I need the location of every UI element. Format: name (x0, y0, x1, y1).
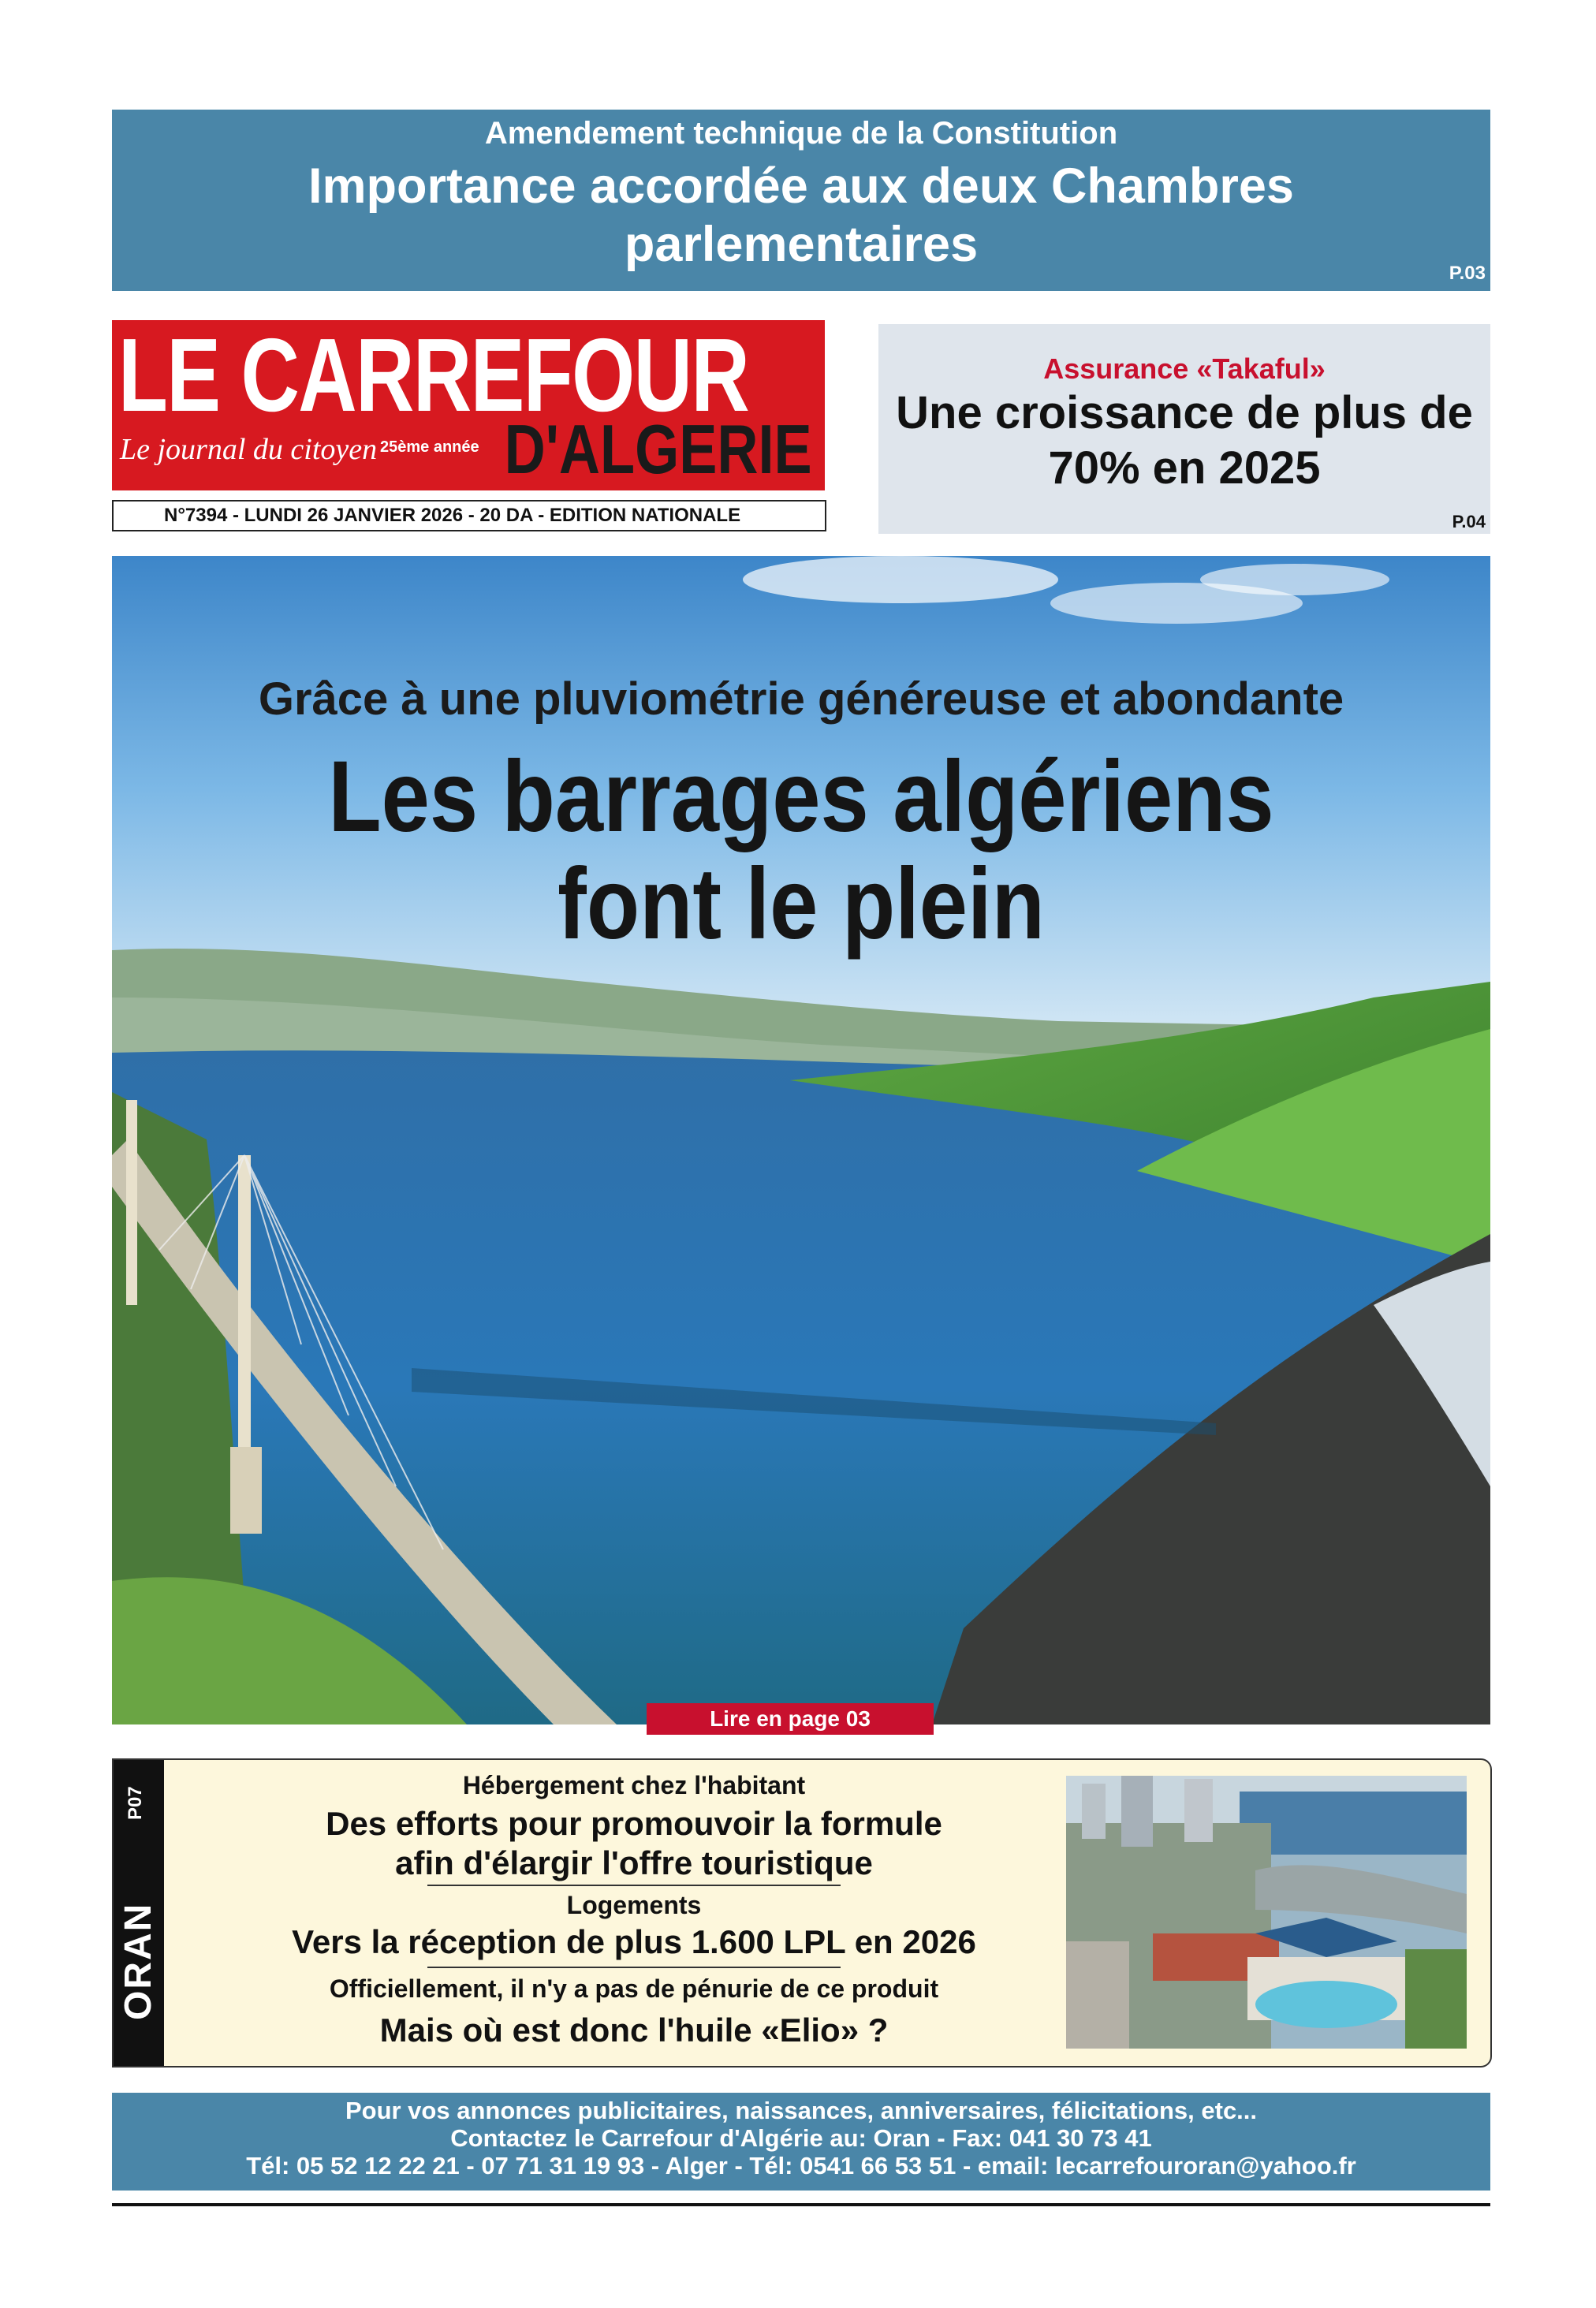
oran-story1-kicker: Hébergement chez l'habitant (462, 1771, 806, 1799)
main-story-kicker: Grâce à une pluviométrie généreuse et abondante (258, 673, 1344, 725)
oran-story1-line2[interactable]: afin d'élargir l'offre touristique (395, 1844, 873, 1881)
dam-landscape-illustration (112, 556, 1490, 1724)
oran-story3-kicker: Officiellement, il n'y a pas de pénurie de ce produit (329, 1974, 939, 2003)
oran-section-label: ORAN (117, 1902, 159, 2020)
oran-story1-line1[interactable]: Des efforts pour promouvoir la formule (326, 1805, 942, 1842)
masthead-name: LE CARREFOUR (118, 320, 749, 433)
assurance-page-ref: P.04 (1452, 512, 1486, 531)
edition-info: N°7394 - LUNDI 26 JANVIER 2026 - 20 DA - EDITION NATIONALE (112, 500, 826, 531)
top-banner-headline: Importance accordée aux deux Chambres parlementaires (308, 158, 1294, 272)
footer-line2: Contactez le Carrefour d'Algérie au: Oran - Fax: 041 30 73 41 (450, 2124, 1152, 2152)
oran-city-photo (1066, 1776, 1467, 2049)
oran-aerial-illustration (1066, 1776, 1467, 2049)
masthead-year: 25ème année (380, 438, 479, 456)
read-more-link[interactable]: Lire en page 03 (647, 1703, 934, 1735)
footer-line3: Tél: 05 52 12 22 21 - 07 71 31 19 93 - Alger - Tél: 0541 66 53 51 - email: lecarrefouroran@yahoo.fr (246, 2152, 1356, 2179)
footer-line1: Pour vos annonces publicitaires, naissances, anniversaires, félicitations, etc... (345, 2097, 1258, 2124)
masthead-logo (112, 320, 825, 490)
main-story-headline-line2: font le plein (557, 848, 1045, 960)
oran-divider (427, 1885, 841, 1886)
oran-story3-headline[interactable]: Mais où est donc l'huile «Elio» ? (379, 2012, 889, 2049)
assurance-kicker: Assurance «Takaful» (1043, 352, 1326, 385)
oran-section-box (112, 1758, 1492, 2068)
top-banner-page-ref: P.03 (1449, 263, 1486, 284)
assurance-headline: Une croissance de plus de 70% en 2025 (896, 387, 1473, 494)
main-story-photo[interactable] (112, 556, 1490, 1724)
top-banner[interactable] (112, 110, 1490, 291)
oran-side-bar (114, 1760, 164, 2066)
oran-story2-kicker: Logements (566, 1891, 702, 1919)
top-banner-kicker: Amendement technique de la Constitution (484, 116, 1118, 151)
footer-ad-contact[interactable] (112, 2093, 1490, 2191)
footer-rule (112, 2203, 1490, 2206)
oran-story2-headline[interactable]: Vers la réception de plus 1.600 LPL en 2026 (292, 1923, 976, 1960)
main-story-headline-line1: Les barrages algériens (328, 740, 1274, 853)
oran-page-ref: P07 (125, 1786, 146, 1820)
masthead-tagline: Le journal du citoyen (120, 433, 378, 466)
masthead-country: D'ALGERIE (504, 410, 812, 488)
oran-divider (427, 1967, 841, 1968)
main-story-headline[interactable] (208, 740, 1393, 960)
assurance-teaser[interactable] (878, 324, 1490, 534)
